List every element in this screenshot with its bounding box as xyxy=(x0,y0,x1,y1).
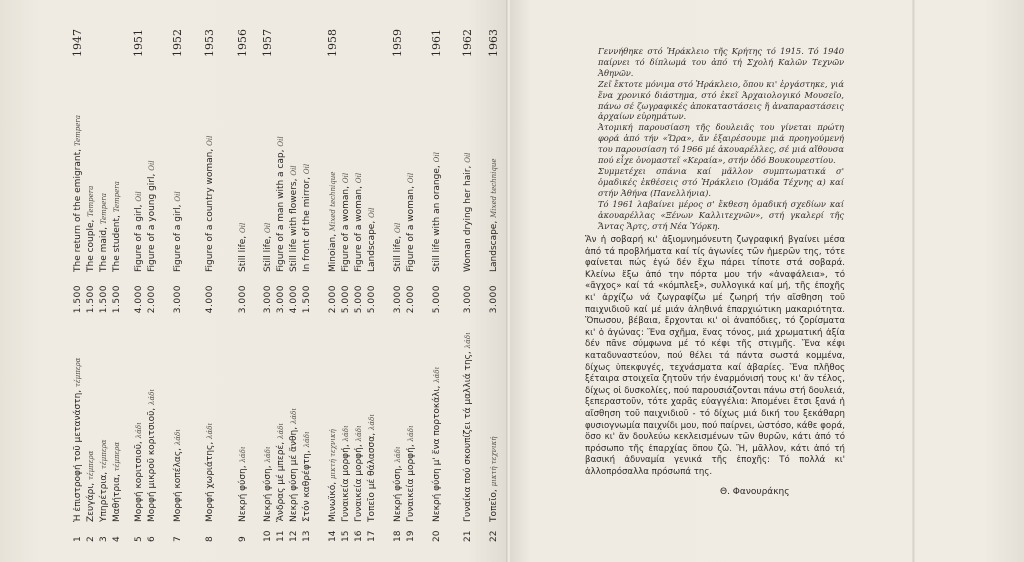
greek-title-text: Ἄνδρας μέ μπερέ, xyxy=(276,441,286,522)
catalogue-row xyxy=(327,0,339,562)
catalogue-row xyxy=(111,0,123,562)
item-price: 3.000 xyxy=(393,285,403,314)
bio-paragraph: Τό 1961 λαβαίνει μέρος σ' ἔκθεση ὁμαδική σχεδίων καί ἀκουαρέλλας «Ξένων Καλλιτεχνῶν», στή γκαλερί τῆς Ἄντας Ἄρτς, στή Νέα Ὑόρκη. xyxy=(598,198,844,231)
greek-title-text: Νεκρή φύση, xyxy=(263,465,273,522)
greek-title-text: Νεκρή φύση, xyxy=(393,465,403,522)
medium: Oil xyxy=(433,152,441,163)
item-number: 19 xyxy=(406,530,416,542)
item-price: 3.000 xyxy=(173,285,183,314)
greek-title-text: Ζευγάρι, xyxy=(86,482,96,522)
english-title-text: Still life with flowers, xyxy=(289,178,299,272)
medium: Oil xyxy=(342,172,350,184)
english-title-text: Figure of a girl, xyxy=(173,204,183,272)
catalogue-list xyxy=(4,0,504,562)
greek-title xyxy=(340,292,352,522)
left-page xyxy=(0,0,508,562)
greek-title-text: Γυναίκα πού σκουπίζει τά μαλλιά της, xyxy=(463,351,473,522)
item-price: 1.500 xyxy=(99,285,109,314)
greek-title xyxy=(327,292,339,522)
item-number: 18 xyxy=(393,530,403,542)
greek-title xyxy=(133,292,145,522)
greek-title xyxy=(275,292,287,522)
item-year: 1956 xyxy=(236,29,249,57)
medium: Tempera xyxy=(113,181,121,213)
item-price: 3.000 xyxy=(463,285,473,314)
item-price: 4.000 xyxy=(134,285,144,314)
medium: Oil xyxy=(290,165,298,176)
medium: λάδι xyxy=(433,366,441,383)
medium: Oil xyxy=(394,222,402,233)
item-number: 3 xyxy=(99,536,109,542)
medium: λάδι xyxy=(342,425,350,442)
english-title xyxy=(288,72,300,272)
catalogue-row xyxy=(392,0,404,562)
greek-title xyxy=(111,292,123,522)
item-number: 20 xyxy=(432,530,442,542)
greek-title xyxy=(237,292,249,522)
greek-title xyxy=(172,292,184,522)
english-title-text: Still life, xyxy=(263,235,273,272)
item-year: 1959 xyxy=(391,29,404,57)
catalogue-row xyxy=(340,0,352,562)
catalogue-row xyxy=(85,0,97,562)
medium: τέμπερα xyxy=(87,450,95,480)
item-number: 10 xyxy=(263,530,273,542)
bio-paragraph: Ζεῖ ἔκτοτε μόνιμα στό Ἡράκλειο, ὅπου κι' ἐργάστηκε, γιά ἕνα χρονικό διάστημα, στό ἐκεῖ Ἀρχαιολογικό Μουσεῖο, πάνω σέ ζωγραφικές ἀποκαταστάσεις ἤ ἀναπαραστάσεις ἀρχαίων εὑρημάτων. xyxy=(598,78,844,122)
item-price: 4.000 xyxy=(205,285,215,314)
medium: λάδι xyxy=(303,431,311,448)
greek-title-text: Γυναικεία μορφή, xyxy=(341,444,351,522)
greek-title-text: Τοπεῖο, xyxy=(489,489,499,522)
greek-title-text: Γυναικεία μορφή, xyxy=(354,444,364,522)
item-year: 1953 xyxy=(203,29,216,57)
english-title xyxy=(392,72,404,272)
medium: Tempera xyxy=(87,185,95,217)
medium: Oil xyxy=(174,191,182,202)
catalogue-row xyxy=(237,0,249,562)
catalogue-row xyxy=(133,0,145,562)
medium: Oil xyxy=(407,172,415,184)
english-title-text: Figure of a woman, xyxy=(406,186,416,272)
english-title-text: In front of the mirror, xyxy=(302,176,312,272)
english-title xyxy=(133,72,145,272)
english-title-text: The maid, xyxy=(99,227,109,272)
medium: λάδι xyxy=(148,388,156,405)
greek-title-text: Μορφή χωριάτης, xyxy=(205,441,215,522)
greek-title xyxy=(146,292,158,522)
english-title xyxy=(488,72,500,272)
item-price: 3.000 xyxy=(276,285,286,314)
medium: λάδι xyxy=(264,446,272,463)
english-title xyxy=(146,72,158,272)
medium: μικτή τεχνική xyxy=(329,429,337,480)
item-number: 1 xyxy=(73,536,83,542)
greek-title xyxy=(204,292,216,522)
greek-title xyxy=(85,292,97,522)
greek-title xyxy=(353,292,365,522)
english-title xyxy=(462,72,474,272)
medium: λάδι xyxy=(394,446,402,463)
catalogue-row xyxy=(288,0,300,562)
bio-paragraph: Ἀτομική παρουσίαση τῆς δουλειᾶς του γίνεται πρώτη φορά ἀπό τήν «Ὥρα», ἄν ἐξαιρέσουμε μιά προηγούμενή του παρουσίαση τό 1966 μέ ἀκουαρέλλες, σέ μιά αἴθουσα πού εἶχε ὀνομαστεῖ «Κεραία», στήν ὁδό Βουκουρεστίου. xyxy=(598,122,844,166)
item-number: 2 xyxy=(86,536,96,542)
greek-title-text: Νεκρή φύση, xyxy=(238,465,248,522)
english-title xyxy=(366,72,378,272)
catalogue-row xyxy=(204,0,216,562)
bio-paragraph: Συμμετέχει σπάνια καί μᾶλλον συμπτωματικά σ' ὁμαδικές ἐκθέσεις στό Ἡράκλειο (Ὁμάδα Τέχνης α) καί στήν Ἀθήνα (Πανελλήνια). xyxy=(598,165,844,198)
catalogue-row xyxy=(262,0,274,562)
greek-title xyxy=(488,292,500,522)
greek-title-text: Νεκρή φύση μ' ἕνα πορτοκάλι, xyxy=(432,385,442,522)
english-title-text: Landscape, xyxy=(367,220,377,272)
item-number: 6 xyxy=(147,536,157,542)
medium: λάδι xyxy=(464,332,472,349)
medium: Oil xyxy=(355,172,363,184)
greek-title xyxy=(98,292,110,522)
english-title-text: Landscape, xyxy=(489,220,499,272)
item-price: 1.500 xyxy=(302,285,312,314)
medium: Mixed technique xyxy=(490,158,498,218)
greek-title-text: Μορφή κοριτσιοῦ, xyxy=(134,441,144,522)
item-year: 1962 xyxy=(461,29,474,57)
catalogue-row xyxy=(172,0,184,562)
item-price: 1.500 xyxy=(73,285,83,314)
medium: λάδι xyxy=(407,425,415,442)
english-title-text: Figure of a man with a cap, xyxy=(276,149,286,272)
item-price: 2.000 xyxy=(406,285,416,314)
english-title xyxy=(111,72,123,272)
item-number: 16 xyxy=(354,530,364,542)
item-number: 15 xyxy=(341,530,351,542)
item-number: 13 xyxy=(302,530,312,542)
item-year: 1961 xyxy=(430,29,443,57)
page-fold xyxy=(912,0,915,562)
english-title xyxy=(98,72,110,272)
greek-title-text: Στόν καθρέφτη, xyxy=(302,450,312,522)
english-title xyxy=(340,72,352,272)
item-year: 1958 xyxy=(326,29,339,57)
english-title-text: Figure of a woman, xyxy=(354,186,364,272)
english-title xyxy=(237,72,249,272)
english-title xyxy=(72,72,84,272)
medium: Oil xyxy=(148,160,156,171)
greek-title-text: Μορφή μικροῦ κοριτσιοῦ, xyxy=(147,407,157,522)
english-title xyxy=(204,72,216,272)
item-price: 4.000 xyxy=(289,285,299,314)
item-number: 21 xyxy=(463,530,473,542)
english-title-text: Still life, xyxy=(393,235,403,272)
english-title xyxy=(327,72,339,272)
item-number: 22 xyxy=(489,530,499,542)
medium: τέμπερα xyxy=(100,439,108,469)
medium: Oil xyxy=(264,222,272,233)
greek-title xyxy=(72,292,84,522)
english-title-text: The student, xyxy=(112,215,122,272)
artist-signature: Θ. Φανουράκης xyxy=(720,487,790,497)
item-year: 1947 xyxy=(71,29,84,57)
item-year: 1957 xyxy=(261,29,274,57)
item-number: 4 xyxy=(112,536,122,542)
medium: Tempera xyxy=(100,193,108,225)
greek-title xyxy=(301,292,313,522)
greek-title xyxy=(366,292,378,522)
item-price: 3.000 xyxy=(263,285,273,314)
english-title-text: The couple, xyxy=(86,219,96,272)
item-price: 5.000 xyxy=(341,285,351,314)
item-price: 5.000 xyxy=(354,285,364,314)
greek-title xyxy=(405,292,417,522)
catalogue-row xyxy=(462,0,474,562)
medium: λάδι xyxy=(174,429,182,446)
medium: Oil xyxy=(206,135,214,146)
english-title xyxy=(275,72,287,272)
medium: μικτή τεχνική xyxy=(490,436,498,487)
item-year: 1963 xyxy=(487,29,500,57)
medium: Mixed technique xyxy=(329,171,337,232)
medium: Oil xyxy=(368,207,376,218)
catalogue-row xyxy=(366,0,378,562)
english-title xyxy=(262,72,274,272)
english-title-text: Figure of a country woman, xyxy=(205,148,215,272)
catalogue-row xyxy=(431,0,443,562)
english-title xyxy=(431,72,443,272)
english-title-text: The return of the emigrant, xyxy=(73,149,83,272)
item-price: 5.000 xyxy=(367,285,377,314)
item-year: 1951 xyxy=(132,29,145,57)
catalogue-row xyxy=(301,0,313,562)
medium: Oil xyxy=(135,191,143,202)
greek-title-text: Μινωϊκό, xyxy=(328,481,338,522)
greek-title xyxy=(392,292,404,522)
medium: Oil xyxy=(303,163,311,175)
catalogue-row xyxy=(275,0,287,562)
item-number: 12 xyxy=(289,530,299,542)
biography xyxy=(598,46,844,231)
catalogue-row xyxy=(353,0,365,562)
item-year: 1952 xyxy=(171,29,184,57)
medium: Tempera xyxy=(74,115,82,147)
bio-paragraph: Γεννήθηκε στό Ἡράκλειο τῆς Κρήτης τό 1915. Τό 1940 παίρνει τό δίπλωμά του ἀπό τή Σχολή Καλῶν Τεχνῶν Ἀθηνῶν. xyxy=(598,46,844,78)
medium: τέμπερα xyxy=(113,441,121,472)
medium: τέμπερα xyxy=(74,357,82,387)
medium: λάδι xyxy=(355,425,363,442)
catalogue-row xyxy=(98,0,110,562)
item-number: 7 xyxy=(173,536,183,542)
item-number: 14 xyxy=(328,530,338,542)
greek-title-text: Μορφή κοπέλας, xyxy=(173,448,183,522)
greek-title-text: Γυναικεία μορφή, xyxy=(406,444,416,522)
item-price: 2.000 xyxy=(147,285,157,314)
medium: λάδι xyxy=(239,446,247,463)
item-price: 1.500 xyxy=(86,285,96,314)
medium: Oil xyxy=(464,152,472,163)
catalogue-row xyxy=(146,0,158,562)
greek-title-text: Υπηρέτρια, xyxy=(99,471,109,522)
item-price: 5.000 xyxy=(432,285,442,314)
medium: Oil xyxy=(277,136,285,147)
medium: λάδι xyxy=(135,422,143,439)
catalogue-row xyxy=(488,0,500,562)
english-title-text: Figure of a girl, xyxy=(134,204,144,272)
medium: Oil xyxy=(239,222,247,233)
english-title xyxy=(353,72,365,272)
greek-title-text: Τοπεῖο μέ θάλασσα, xyxy=(367,432,377,522)
medium: λάδι xyxy=(368,413,376,431)
medium: λάδι xyxy=(206,422,214,439)
english-title xyxy=(172,72,184,272)
catalogue-row xyxy=(72,0,84,562)
english-title-text: Figure of a young girl, xyxy=(147,173,157,272)
item-price: 2.000 xyxy=(328,285,338,314)
english-title xyxy=(301,72,313,272)
english-title-text: Still life, xyxy=(238,235,248,272)
english-title-text: Minoian, xyxy=(328,233,338,272)
english-title-text: Figure of a woman, xyxy=(341,186,351,272)
item-number: 17 xyxy=(367,530,377,542)
greek-title xyxy=(262,292,274,522)
item-number: 8 xyxy=(205,536,215,542)
item-number: 9 xyxy=(238,536,248,542)
artist-statement: Ἄν ἡ σοβαρή κι' ἀξιομνημόνευτη ζωγραφική βγαίνει μέσα ἀπό τά προβλήματα καί τίς ἀγωνίες τῶν ἡμερῶν της, τότε φαίνεται πώς ἐγώ δέν ἔχω πάρει τίποτε στά σοβαρά. Κλείνω ἔξω ἀπό την πόρτα μου τήν «ἀναφάλεια», τό «ἄγχος» καί τά «κόμπλεξ», συλλογικά καί μή, τῆς ἐποχῆς κι' ἀρχίζω νά ζωγραφίζω μέ ζωηρή τήν αἴσθηση τοῦ παιχνιδιοῦ καί μέ μιάν ἀληθινά ἐπαρχιώτικη μακαριότητα. Ὅπωσου, βέβαια, ἔρχονται κι' οἱ ἀναπόδιες, τό ζορίσματα κι' ὁ ἀγώνας: Ἕνα σχῆμα, ἕνας τόνος, μιά χρωματική ἀξία δέν πᾶνε σύμφωνα μέ τό κέφι τῆς στιγμῆς. Ἕνα κέφι καταδυναστεύον, πού θέλει τά πάντα σωστά κομμένα, δίχως ὑπεκφυγές, τεχνάσματα καί ἀβαρίες. Ἕνα πλῆθος ξέταιρα στοιχεῖα ζητοῦν τήν ἐναρμόνισή τους κι' ἄν τέλος, δίχως οἱ δυσκολίες, πού παρουσιάζονται πάνω στή δουλειά, ξεπεραστοῦν, τότε χαρᾶς εὐαγγέλια: Ἀπομένει ἔτσι ξανά ἡ αἴσθηση τοῦ παιχνιδιοῦ - τό δίχως μιά δική του ξεκάθαρη φυσιογνωμία παιχνίδι μου, πού παίρνει, ὡστόσο, κάθε φορά, ὅσο κι' ἄν δουλεύω κεκλεισμένων τῶν θυρῶν, κάτι ἀπό τό πρόσωπο τῆς ἐπαρχίας ὅπου ζῶ. Ἤ, μᾶλλον, κάτι ἀπό τή βασική ἀδυναμία γενικά τῆς ἐποχῆς: Τό πολλά κι' ἀλλοπρόσαλλα πρόσωπά της. xyxy=(585,235,845,477)
english-title-text: Still life with an orange, xyxy=(432,165,442,272)
catalogue-row xyxy=(405,0,417,562)
greek-title-text: Ἡ ἐπιστροφή τοῦ μετανάστη, xyxy=(73,389,83,522)
item-price: 3.000 xyxy=(238,285,248,314)
greek-title xyxy=(431,292,443,522)
english-title-text: Woman drying her hair, xyxy=(463,165,473,272)
greek-title-text: Νεκρή φύση μέ ἄνθη, xyxy=(289,426,299,522)
item-price: 1.500 xyxy=(112,285,122,314)
medium: λάδι xyxy=(277,422,285,439)
item-number: 11 xyxy=(276,530,286,542)
greek-title xyxy=(462,292,474,522)
medium: λάδι xyxy=(290,407,298,425)
greek-title-text: Μαθήτρια, xyxy=(112,474,122,522)
item-price: 3.000 xyxy=(489,285,499,314)
english-title xyxy=(405,72,417,272)
greek-title xyxy=(288,292,300,522)
english-title xyxy=(85,72,97,272)
item-number: 5 xyxy=(134,536,144,542)
